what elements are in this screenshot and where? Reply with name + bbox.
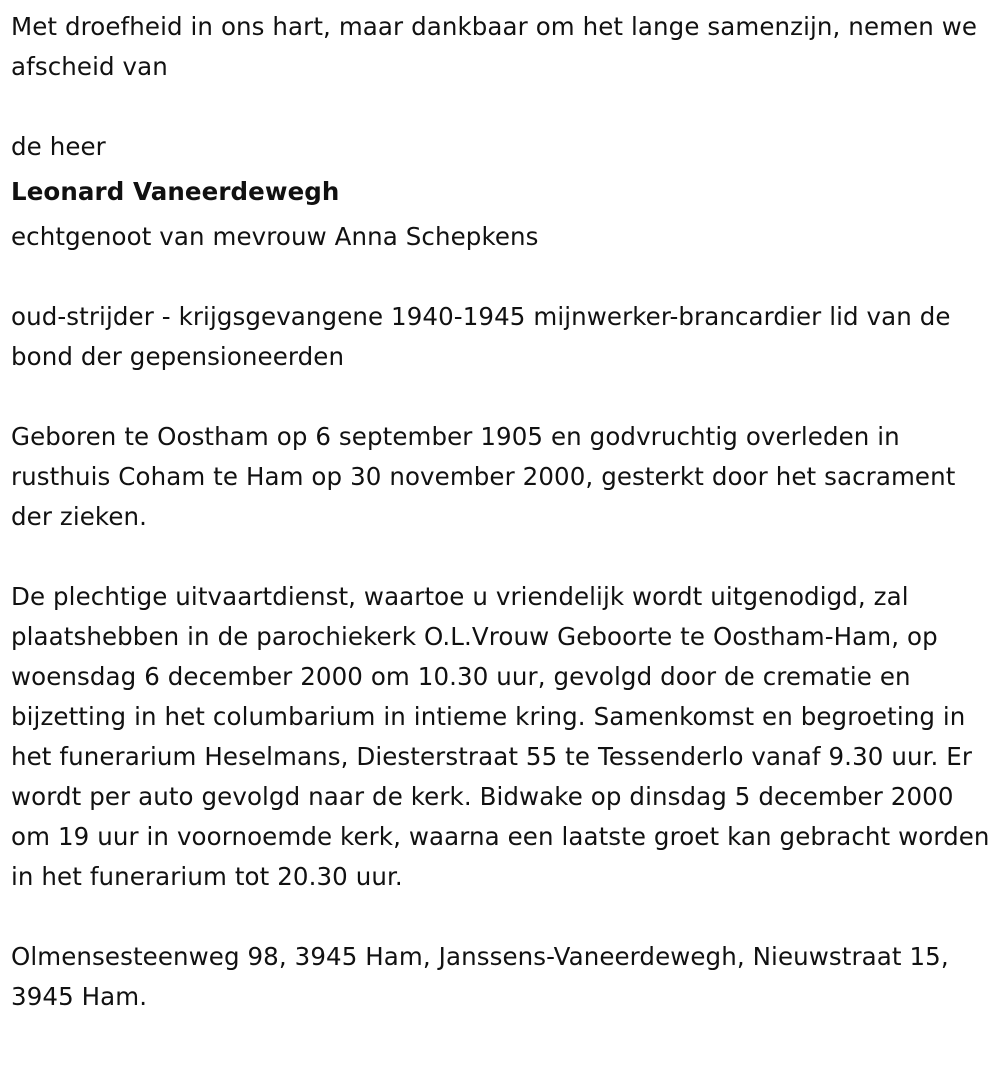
spacer [11, 537, 991, 577]
titles-paragraph: oud-strijder - krijgsgevangene 1940-1945 mijnwerker-brancardier lid van de bond der gepensioneerden [11, 302, 951, 371]
death-notice [11, 7, 991, 1017]
birth-death-paragraph: Geboren te Oostham op 6 september 1905 en godvruchtig overleden in rusthuis Coham te Ham op 30 november 2000, gesterkt door het sacrament der zieken. [11, 422, 956, 531]
spacer [11, 87, 991, 127]
salutation: de heer [11, 132, 106, 161]
funeral-paragraph: De plechtige uitvaartdienst, waartoe u vriendelijk wordt uitgenodigd, zal plaatshebben in de parochiekerk O.L.Vrouw Geboorte te Oostham-Ham, op woensdag 6 december 2000 om 10.30 uur, gevolgd door de crematie en bijzetting in het columbarium in intieme kring. Samenkomst en begroeting in het funerarium Heselmans, Diesterstraat 55 te Tessenderlo vanaf 9.30 uur. Er wordt per auto gevolgd naar de kerk. Bidwake op dinsdag 5 december 2000 om 19 uur in voornoemde kerk, waarna een laatste groet kan gebracht worden in het funerarium tot 20.30 uur. [11, 582, 990, 891]
spouse-line: echtgenoot van mevrouw Anna Schepkens [11, 222, 539, 251]
spacer [11, 377, 991, 417]
spacer [11, 897, 991, 937]
spacer [11, 257, 991, 297]
intro-text: Met droefheid in ons hart, maar dankbaar om het lange samenzijn, nemen we afscheid van [11, 12, 978, 81]
addresses-paragraph: Olmensesteenweg 98, 3945 Ham, Janssens-Vaneerdewegh, Nieuwstraat 15, 3945 Ham. [11, 942, 949, 1011]
deceased-name: Leonard Vaneerdewegh [11, 177, 340, 206]
